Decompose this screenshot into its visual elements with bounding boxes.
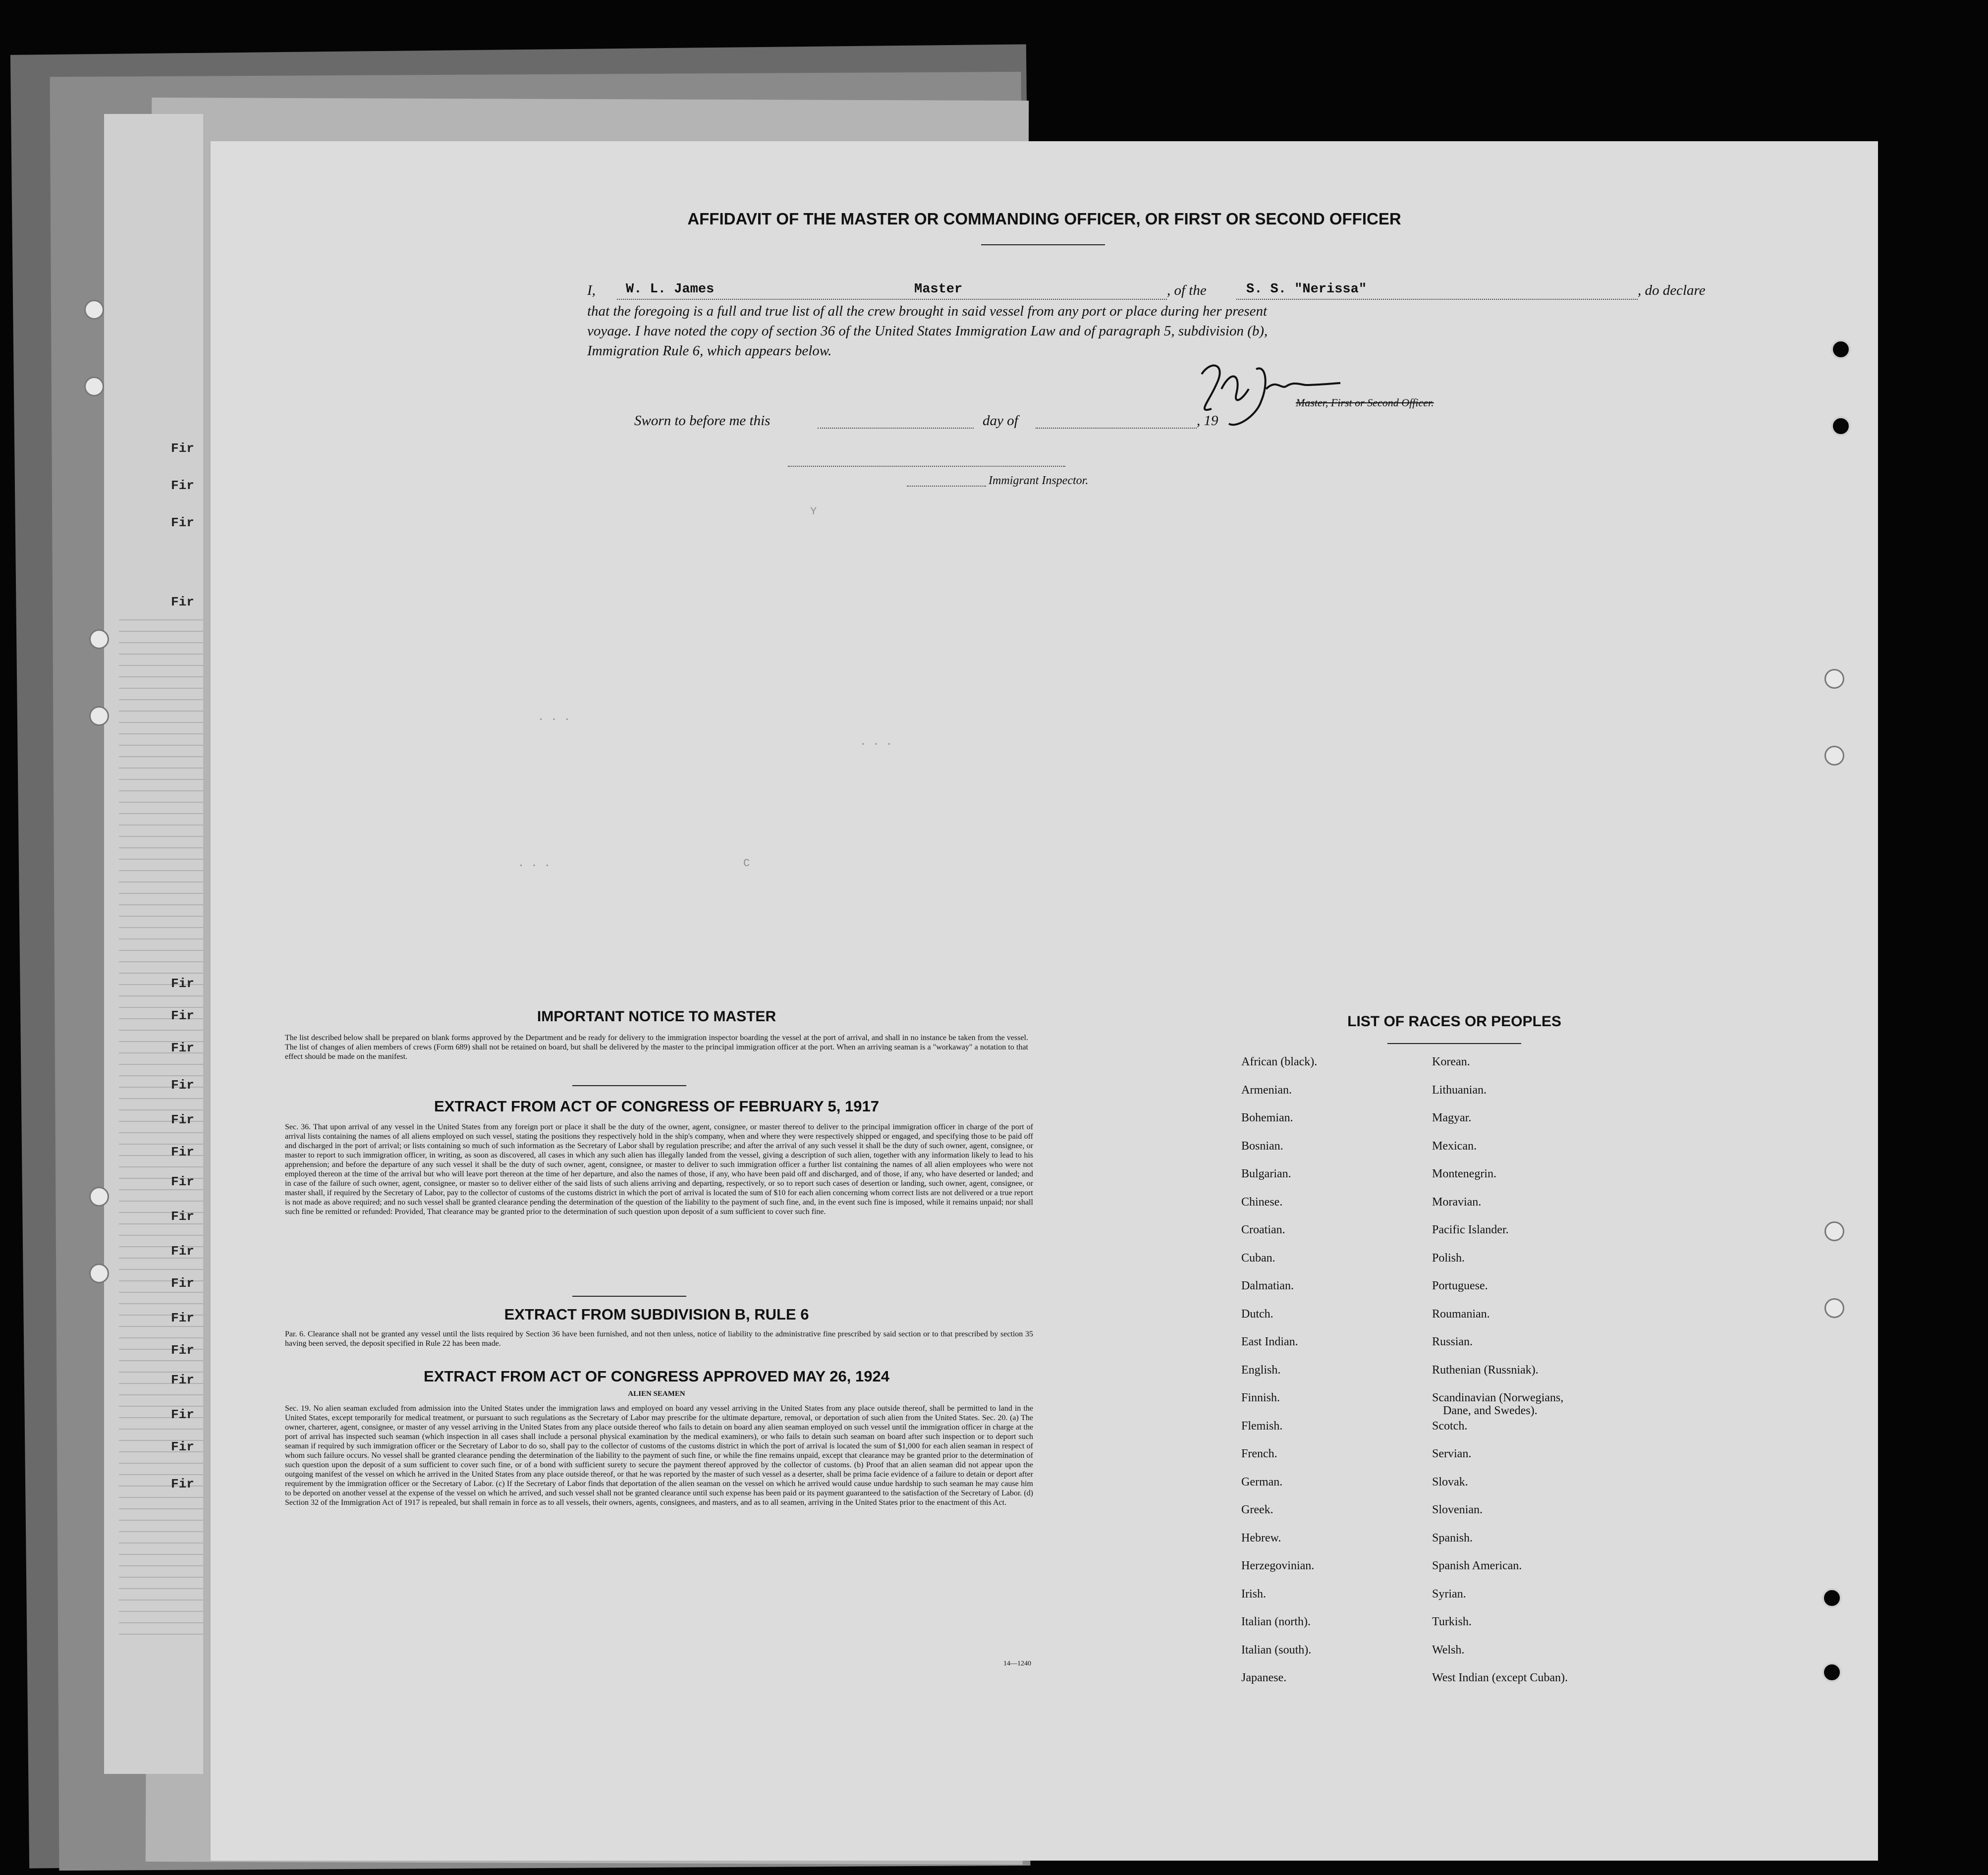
master-name: W. L. James <box>626 282 715 297</box>
punch-hole <box>89 629 109 649</box>
i-label: I, <box>587 282 596 298</box>
sworn-label: Sworn to before me this <box>634 413 771 429</box>
divider <box>1387 1043 1521 1044</box>
affidavit-line-3: Immigration Rule 6, which appears below. <box>587 343 832 359</box>
divider <box>981 244 1105 245</box>
race-item: Roumanian. <box>1432 1307 1490 1321</box>
crew-row-label: Fir <box>171 1343 194 1358</box>
punch-hole <box>1824 669 1844 689</box>
race-item: Bulgarian. <box>1241 1167 1291 1180</box>
crew-row-label: Fir <box>171 478 194 493</box>
extract3-text: Sec. 19. No alien seaman excluded from admission into the United States under the immigration laws and employed on board any vessel arriving in the United States from any place outside thereof, shall be permitted to land in the United States, except temporarily for medical treatment, or pursuant to such regulations as the Secretary of Labor may prescribe for the ultimate departure, removal, or deportation of such alien from the United States. Sec. 20. (a) The owner, charterer, agent, consignee, or master of any vessel arriving in the United States from any place outside thereof who fails to detain on board any alien seaman employed on such vessel until the immigration officer in charge at the port of arrival has inspected such seaman (which inspection in all cases shall include a personal physical examination by the medical examiners), or who fails to detain such seaman on board after such inspection or to deport such seaman if required by such immigration officer or the Secretary of Labor to do so, shall pay to the collector of customs of the customs district in which the port of arrival is located the sum of $1,000 for each alien seaman in respect of whom such failure occurs. No vessel shall be granted clearance pending the determination of the liability to the payment of such fine, or while the fine remains unpaid, except that clearance may be granted prior to the determination of such question upon the deposit of a sum sufficient to cover such fine, or of a bond with sufficient surety to secure the payment thereof approved by the collector of customs. (b) Proof that an alien seaman did not appear upon the outgoing manifest of the vessel on which he arrived in the United States from any place outside thereof, or that he was reported by the master of such vessel as a deserter, shall be prima facie evidence of a failure to detain or deport after requirement by the immigration officer or the Secretary of Labor. (c) If the Secretary of Labor finds that deportation of the alien seaman on the vessel on which he arrived would cause undue hardship to such seaman he may cause him to be deported on another vessel at the expense of the vessel on which he arrived, and such vessel shall not be granted clearance until such expense has been paid or its payment guaranteed to the satisfaction of the Secretary of Labor. (d) Section 32 of the Immigration Act of 1917 is repealed, but shall remain in force as to all vessels, their owners, agents, consignees, and masters, and as to all seamen, arriving in the United States prior to the enactment of this Act. <box>285 1404 1033 1507</box>
race-item: West Indian (except Cuban). <box>1432 1671 1568 1684</box>
underlying-manifest-strip <box>104 114 203 1774</box>
crew-row-label: Fir <box>171 1311 194 1325</box>
crew-row-label: Fir <box>171 1477 194 1491</box>
punch-hole <box>1831 339 1851 359</box>
punch-hole <box>1824 746 1844 766</box>
crew-row-label: Fir <box>171 595 194 609</box>
punch-hole <box>1831 416 1851 436</box>
crew-row-label: Fir <box>171 1112 194 1127</box>
form-number: 14—1240 <box>1003 1660 1031 1667</box>
race-item: Mexican. <box>1432 1139 1477 1153</box>
year-prefix: , 19 <box>1197 413 1218 429</box>
crew-row-label: Fir <box>171 1439 194 1454</box>
race-item: French. <box>1241 1447 1277 1460</box>
race-item: Chinese. <box>1241 1195 1283 1209</box>
crew-row-label: Fir <box>171 1145 194 1159</box>
race-item: Finnish. <box>1241 1391 1280 1404</box>
punch-hole <box>84 300 104 320</box>
affidavit-line-2: voyage. I have noted the copy of section 36 of the United States Immigration Law and of paragraph 5, subdivision (b), <box>587 323 1268 339</box>
race-item: Polish. <box>1432 1251 1465 1265</box>
race-item: Moravian. <box>1432 1195 1482 1209</box>
race-item: Cuban. <box>1241 1251 1275 1265</box>
signature-caption: Master, First or Second Officer. <box>1296 396 1434 409</box>
crew-row-label: Fir <box>171 976 194 991</box>
crew-row-label: Fir <box>171 1041 194 1055</box>
race-item: Servian. <box>1432 1447 1472 1460</box>
notice-title: IMPORTANT NOTICE TO MASTER <box>537 1008 776 1025</box>
race-item: Magyar. <box>1432 1111 1472 1124</box>
race-item: Italian (north). <box>1241 1615 1311 1628</box>
master-rank: Master <box>914 282 963 297</box>
race-item: Spanish American. <box>1432 1559 1522 1572</box>
race-item: Spanish. <box>1432 1531 1473 1544</box>
do-declare-label: , do declare <box>1638 282 1706 298</box>
race-item: Lithuanian. <box>1432 1083 1487 1097</box>
divider <box>572 1085 686 1086</box>
race-item: Russian. <box>1432 1335 1473 1348</box>
race-item: Slovak. <box>1432 1475 1468 1489</box>
race-item: Dalmatian. <box>1241 1279 1294 1292</box>
race-item: German. <box>1241 1475 1283 1489</box>
race-item: Scandinavian (Norwegians, <box>1432 1391 1564 1404</box>
divider <box>572 1296 686 1297</box>
race-item: Syrian. <box>1432 1587 1466 1600</box>
race-item: Flemish. <box>1241 1419 1283 1433</box>
crew-row-label: Fir <box>171 1407 194 1422</box>
race-item: Greek. <box>1241 1503 1273 1516</box>
day-of-label: day of <box>983 413 1018 429</box>
race-item: Turkish. <box>1432 1615 1472 1628</box>
race-item: Scotch. <box>1432 1419 1468 1433</box>
notice-text: The list described below shall be prepared on blank forms approved by the Department and be ready for delivery to the immigration inspector boarding the vessel at the port of arrival, and shall in no instance be taken from the vessel. The list of changes of alien members of crews (Form 689) shall not be retained on board, but shall be delivered by the master to the principal immigration officer at the port. When an arriving seaman is a "workaway" a notation to that effect should be made on the manifest. <box>285 1034 1028 1061</box>
crew-row-label: Fir <box>171 1373 194 1387</box>
punch-hole <box>1822 1588 1842 1608</box>
race-item: Portuguese. <box>1432 1279 1488 1292</box>
extract2-title: EXTRACT FROM SUBDIVISION B, RULE 6 <box>504 1306 809 1323</box>
race-item: Italian (south). <box>1241 1643 1312 1656</box>
affidavit-line-1: that the foregoing is a full and true list of all the crew brought in said vessel from any port or place during her present <box>587 303 1268 319</box>
punch-hole <box>1824 1221 1844 1241</box>
race-item: Pacific Islander. <box>1432 1223 1509 1236</box>
race-item: Croatian. <box>1241 1223 1285 1236</box>
punch-hole <box>84 377 104 396</box>
race-item: English. <box>1241 1363 1281 1377</box>
crew-row-label: Fir <box>171 1276 194 1291</box>
race-item: Ruthenian (Russniak). <box>1432 1363 1539 1377</box>
crew-row-label: Fir <box>171 441 194 456</box>
race-item: Armenian. <box>1241 1083 1292 1097</box>
race-item: Welsh. <box>1432 1643 1465 1656</box>
race-item: Japanese. <box>1241 1671 1287 1684</box>
race-item: East Indian. <box>1241 1335 1298 1348</box>
punch-hole <box>89 1187 109 1207</box>
affidavit-title: AFFIDAVIT OF THE MASTER OR COMMANDING OFFICER, OR FIRST OR SECOND OFFICER <box>687 210 1401 228</box>
race-item: Dane, and Swedes). <box>1443 1404 1538 1417</box>
race-item: African (black). <box>1241 1055 1318 1068</box>
extract3-title: EXTRACT FROM ACT OF CONGRESS APPROVED MAY 26, 1924 <box>424 1368 889 1385</box>
crew-row-label: Fir <box>171 1244 194 1259</box>
race-item: Slovenian. <box>1432 1503 1483 1516</box>
race-item: Hebrew. <box>1241 1531 1281 1544</box>
punch-hole <box>1824 1298 1844 1318</box>
inspector-label: Immigrant Inspector. <box>989 474 1089 487</box>
races-title: LIST OF RACES OR PEOPLES <box>1347 1013 1561 1030</box>
race-item: Bosnian. <box>1241 1139 1283 1153</box>
vessel-name: S. S. "Nerissa" <box>1246 282 1367 297</box>
crew-row-label: Fir <box>171 1174 194 1189</box>
race-item: Dutch. <box>1241 1307 1273 1321</box>
punch-hole <box>89 1264 109 1283</box>
of-the-label: , of the <box>1167 282 1207 298</box>
race-item: Montenegrin. <box>1432 1167 1496 1180</box>
crew-row-label: Fir <box>171 515 194 530</box>
race-item: Herzegovinian. <box>1241 1559 1315 1572</box>
race-item: Korean. <box>1432 1055 1470 1068</box>
punch-hole <box>1822 1662 1842 1682</box>
crew-row-label: Fir <box>171 1078 194 1093</box>
extract2-text: Par. 6. Clearance shall not be granted any vessel until the lists required by Section 36 have been furnished, and not then unless, notice of liability to the administrative fine prescribed by said section or to that prescribed by section 35 having been served, the deposit specified in Rule 22 has been made. <box>285 1330 1033 1348</box>
affidavit-page: AFFIDAVIT OF THE MASTER OR COMMANDING OFFICER, OR FIRST OR SECOND OFFICER I, W. L. James Master , of the S. S. "Nerissa" , do declare that the foregoing is a full and true list of all the crew brought in said vessel from any port or place during her present voyage. I have noted the copy of section 36 of the United States Immigration Law and of paragraph 5, subdivision (b), Immigration Rule 6, which appears below. Master, First or Second Officer. Sworn to before me this day of , 19 Immigrant Inspector. Y C . . . . . . . . . IMPORTANT NOTICE TO MASTER The list described below shall be prepared on blank forms approved by the Department and be ready for delivery to the immigration inspector boarding the vessel at the port of arrival, and shall in no instance be taken from the vessel. The list of changes of alien members of crews (Form 689) shall not be retained on board, but shall be delivered by the master to the principal immigration officer at the port. When an arriving seaman is a "workaway" a notation to that effect should be made on the manifest. EXTRACT FROM ACT OF CONGRESS OF FEBRUARY 5, 1917 Sec. 36. That upon arrival of any vessel in the United States from any foreign port or place it shall be the duty of the owner, agent, consignee, or master thereof to deliver to the principal immigration officer in charge of the port of arrival lists containing the names of all aliens employed on such vessel, stating the positions they respectively hold in the ship's company, when and where they were respectively shipped or engaged, and specifying those to be paid off and discharged in the port of arrival; or lists containing so much of such information as the Secretary of Labor shall by regulation prescribe; and after the arrival of any such vessel it shall be the duty of such owner, agent, consignee, or master to report to such immigration officer, in writing, as soon as discovered, all cases in which any such alien has illegally landed from the vessel, giving a description of such alien, together with any information likely to lead to his apprehension; and before the departure of any such vessel it shall be the duty of such owner, agent, consignee, or master to deliver to such immigration officer a further list containing the names of all alien employees who were not employed thereon at the time of the arrival but who will leave port thereon at the time of her departure, and also the names of those, if any, who have been paid off and discharged, and of those, if any, who have deserted or landed; and in case of the failure of such owner, agent, consignee, or master so to deliver either of the said lists of such aliens arriving and departing, respectively, or so to report such cases of desertion or landing, such owner, agent, consignee, or master shall, if required by the Secretary of Labor, pay to the collector of customs of the customs district in which the port of arrival is located the sum of $10 for each alien concerning whom correct lists are not delivered or a true report is not made as above required; and no such vessel shall be granted clearance pending the determination of the question of the liability to the payment of such fine, and, in the event such fine is imposed, while it remains unpaid; nor shall such fine be remitted or refunded: Provided, That clearance may be granted prior to the determination of such question upon deposit of a sum sufficient to cover such fine. EXTRACT FROM SUBDIVISION B, RULE 6 Par. 6. Clearance shall not be granted any vessel until the lists required by Section 36 have been furnished, and not then unless, notice of liability to the administrative fine prescribed by said section or to that prescribed by section 35 having been served, the deposit specified in Rule 22 has been made. EXTRACT FROM ACT OF CONGRESS APPROVED MAY 26, 1924 ALIEN SEAMEN Sec. 19. No alien seaman excluded from admission into the United States under the immigration laws and employed on board any vessel arriving in the United States from any place outside thereof, shall be permitted to land in the United States, except temporarily for medical treatment, or pursuant to such regulations as the Secretary of Labor may prescribe for the ultimate departure, removal, or deportation of such alien from the United States. Sec. 20. (a) The owner, charterer, agent, consignee, or master of any vessel arriving in the United States from any place outside thereof who fails to detain on board any alien seaman employed on such vessel until the immigration officer in charge at the port of arrival has inspected such seaman (which inspection in all cases shall include a personal physical examination by the medical examiners), or who fails to detain such seaman on board after such inspection or to deport such seaman if required by such immigration officer or the Secretary of Labor to do so, shall pay to the collector of customs of the customs district in which the port of arrival is located the sum of $1,000 for each alien seaman in respect of whom such failure occurs. No vessel shall be granted clearance pending the determination of the liability to the payment of such fine, or while the fine remains unpaid, except that clearance may be granted prior to the determination of such question upon the deposit of a sum sufficient to cover such fine, or of a bond with sufficient surety to secure the payment thereof approved by the collector of customs. (b) Proof that an alien seaman did not appear upon the outgoing manifest of the vessel on which he arrived in the United States from any place outside thereof, or that he was reported by the master of such vessel as a deserter, shall be prima facie evidence of a failure to detain or deport after requirement by the immigration officer or the Secretary of Labor. (c) If the Secretary of Labor finds that deportation of the alien seaman on the vessel on which he arrived would cause undue hardship to such seaman he may cause him to be deported on another vessel at the expense of the vessel on which he arrived, and such vessel shall not be granted clearance until such expense has been paid or its payment guaranteed to the satisfaction of the Secretary of Labor. (d) Section 32 of the Immigration Act of 1917 is repealed, but shall remain in force as to all vessels, their owners, agents, consignees, and masters, and as to all seamen, arriving in the United States prior to the enactment of this Act. 14—1240 LIST OF RACES OR PEOPLES African (black). Armenian. Bohemian. Bosnian. Bulgarian. Chinese. Croatian. Cuban. Dalmatian. Dutch. East Indian. English. Finnish. Flemish. French. German. Greek. Hebrew. Herzegovinian. Irish. Italian (north). Italian (south). Japanese. Korean. Lithuanian. Magyar. Mexican. Montenegrin. Moravian. Pacific Islander. Polish. Portuguese. Roumanian. Russian. Ruthenian (Russniak). Scandinavian (Norwegians, Dane, and Swedes). Scotch. Servian. Slovak. Slovenian. Spanish. Spanish American. Syrian. Turkish. Welsh. West Indian (except Cuban). <box>211 141 1878 1861</box>
extract1-title: EXTRACT FROM ACT OF CONGRESS OF FEBRUARY 5, 1917 <box>434 1098 879 1115</box>
race-item: Bohemian. <box>1241 1111 1293 1124</box>
crew-row-label: Fir <box>171 1209 194 1224</box>
crew-row-label: Fir <box>171 1008 194 1023</box>
extract3-subtitle: ALIEN SEAMEN <box>628 1390 685 1398</box>
punch-hole <box>89 706 109 726</box>
extract1-text: Sec. 36. That upon arrival of any vessel in the United States from any foreign port or place it shall be the duty of the owner, agent, consignee, or master thereof to deliver to the principal immigration officer in charge of the port of arrival lists containing the names of all aliens employed on such vessel, stating the positions they respectively hold in the ship's company, when and where they were respectively shipped or engaged, and specifying those to be paid off and discharged in the port of arrival; or lists containing so much of such information as the Secretary of Labor shall by regulation prescribe; and after the arrival of any such vessel it shall be the duty of such owner, agent, consignee, or master to report to such immigration officer, in writing, as soon as discovered, all cases in which any such alien has illegally landed from the vessel, giving a description of such alien, together with any information likely to lead to his apprehension; and before the departure of any such vessel it shall be the duty of such owner, agent, consignee, or master to deliver to such immigration officer a further list containing the names of all alien employees who were not employed thereon at the time of the arrival but who will leave port thereon at the time of her departure, and also the names of those, if any, who have been paid off and discharged, and of those, if any, who have deserted or landed; and in case of the failure of such owner, agent, consignee, or master so to deliver either of the said lists of such aliens arriving and departing, respectively, or so to report such cases of desertion or landing, such owner, agent, consignee, or master shall, if required by the Secretary of Labor, pay to the collector of customs of the customs district in which the port of arrival is located the sum of $10 for each alien concerning whom correct lists are not delivered or a true report is not made as above required; and no such vessel shall be granted clearance pending the determination of the question of the liability to the payment of such fine, and, in the event such fine is imposed, while it remains unpaid; nor shall such fine be remitted or refunded: Provided, That clearance may be granted prior to the determination of such question upon deposit of a sum sufficient to cover such fine. <box>285 1123 1033 1216</box>
race-item: Irish. <box>1241 1587 1266 1600</box>
